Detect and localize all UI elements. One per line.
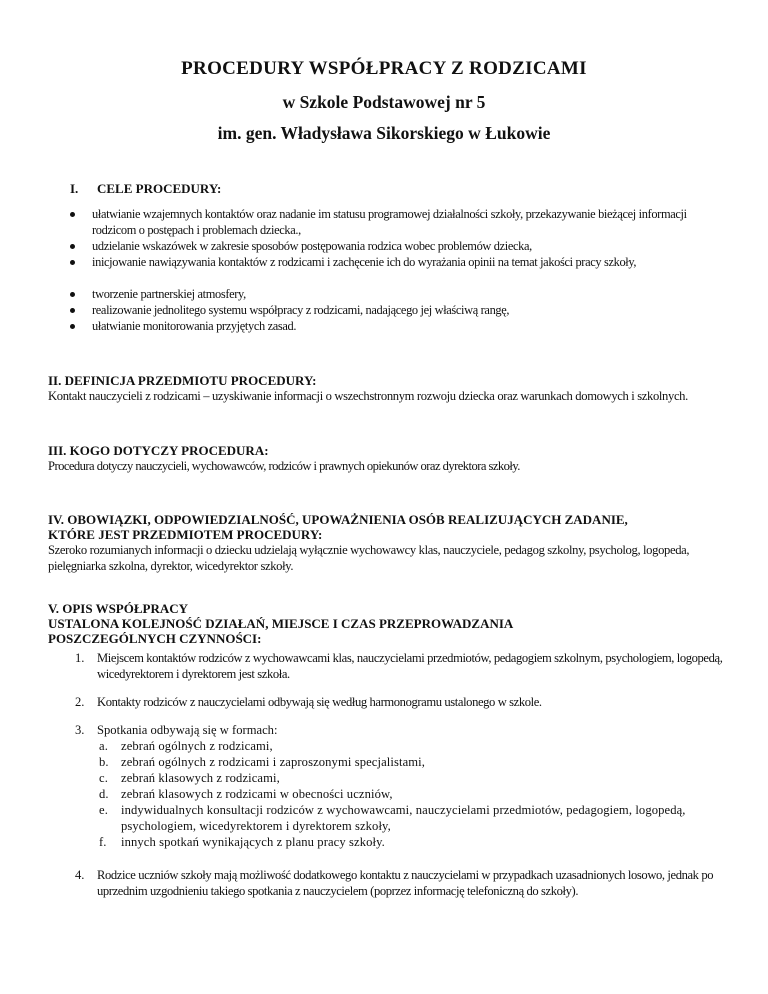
list-item: b. zebrań ogólnych z rodzicami i zaproszonymi specjalistami, bbox=[99, 755, 425, 769]
list-item: f. innych spotkań wynikających z planu pracy szkoły. bbox=[99, 835, 385, 849]
list-item: 2. Kontakty rodziców z nauczycielami odbywają się według harmonogramu ustalonego w szkole. bbox=[75, 695, 542, 709]
list-item: c. zebrań klasowych z rodzicami, bbox=[99, 771, 280, 785]
bullet-icon bbox=[70, 324, 75, 329]
section4-heading-cont: KTÓRE JEST PRZEDMIOTEM PROCEDURY: bbox=[48, 527, 323, 542]
list-item: inicjowanie nawiązywania kontaktów z rodzicami i zachęcenie ich do wyrażania opinii na temat jakości pracy szkoły, bbox=[70, 254, 710, 270]
list-item: 1. Miejscem kontaktów rodziców z wychowawcami klas, nauczycielami przedmiotów, pedagogiem szkolnym, psychologiem, logopedą, wicedyrektorem i dyrektorem jest szkoła. bbox=[75, 651, 723, 681]
list-item: 4. Rodzice uczniów szkoły mają możliwość dodatkowego kontaktu z nauczycielami w przypadkach uzasadnionych losowo, jednak po uprzednim uzgodnieniu takiego spotkania z nauczycielem (poprzez informację telefoniczną do szkoły). bbox=[75, 868, 714, 898]
section5-heading: V. OPIS WSPÓŁPRACY bbox=[48, 601, 189, 616]
document-subtitle-school: w Szkole Podstawowej nr 5 bbox=[282, 92, 486, 112]
list-item: tworzenie partnerskiej atmosfery, bbox=[70, 286, 710, 302]
section1-heading: CELE PROCEDURY: bbox=[97, 181, 222, 196]
section1-heading-number: I. bbox=[70, 181, 79, 196]
document-title: PROCEDURY WSPÓŁPRACY Z RODZICAMI bbox=[181, 58, 587, 79]
section5-subheading-cont: POSZCZEGÓLNYCH CZYNNOŚCI: bbox=[48, 631, 262, 646]
list-item: e. indywidualnych konsultacji rodziców z wychowawcami, nauczycielami przedmiotów, pedagogiem, logopedą, psychologiem, wicedyrektorem i dyrektorem szkoły, bbox=[99, 803, 686, 833]
document-subtitle-patron: im. gen. Władysława Sikorskiego w Łukowie bbox=[217, 123, 551, 143]
list-item: 3. Spotkania odbywają się w formach: bbox=[75, 723, 278, 737]
section2-heading: II. DEFINICJA PRZEDMIOTU PROCEDURY: bbox=[48, 373, 317, 388]
list-item: realizowanie jednolitego systemu współpracy z rodzicami, nadającego jej właściwą rangę, bbox=[70, 302, 710, 318]
list-item: ułatwianie wzajemnych kontaktów oraz nadanie im statusu programowej działalności szkoły, przekazywanie bieżącej informacji rodzicom o postępach i problemach dziecka., bbox=[70, 206, 710, 238]
bullet-icon bbox=[70, 308, 75, 313]
bullet-icon bbox=[70, 260, 75, 265]
section4-text: Szeroko rozumianych informacji o dziecku udzielają wyłącznie wychowawcy klas, nauczyciele, pedagog szkolny, psycholog, logopeda, pielęgniarka szkolna, dyrektor, wicedyrektor szkoły. bbox=[48, 543, 690, 573]
section3-heading: III. KOGO DOTYCZY PROCEDURA: bbox=[48, 443, 269, 458]
bullet-icon bbox=[70, 292, 75, 297]
bullet-icon bbox=[70, 212, 75, 217]
section2-text: Kontakt nauczycieli z rodzicami – uzyskiwanie informacji o wszechstronnym rozwoju dziecka oraz warunkach domowych i szkolnych. bbox=[48, 389, 688, 403]
list-item: a. zebrań ogólnych z rodzicami, bbox=[99, 739, 273, 753]
section3-text: Procedura dotyczy nauczycieli, wychowawców, rodziców i prawnych opiekunów oraz dyrektora szkoły. bbox=[48, 459, 520, 473]
list-item: udzielanie wskazówek w zakresie sposobów postępowania rodzica wobec problemów dziecka, bbox=[70, 238, 710, 254]
section4-heading: IV. OBOWIĄZKI, ODPOWIEDZIALNOŚĆ, UPOWAŻNIENIA OSÓB REALIZUJĄCYCH ZADANIE, bbox=[48, 512, 628, 527]
list-item: d. zebrań klasowych z rodzicami w obecności uczniów, bbox=[99, 787, 393, 801]
section5-subheading: USTALONA KOLEJNOŚĆ DZIAŁAŃ, MIEJSCE I CZAS PRZEPROWADZANIA bbox=[48, 616, 514, 631]
bullet-icon bbox=[70, 244, 75, 249]
list-item: ułatwianie monitorowania przyjętych zasad. bbox=[70, 318, 710, 334]
